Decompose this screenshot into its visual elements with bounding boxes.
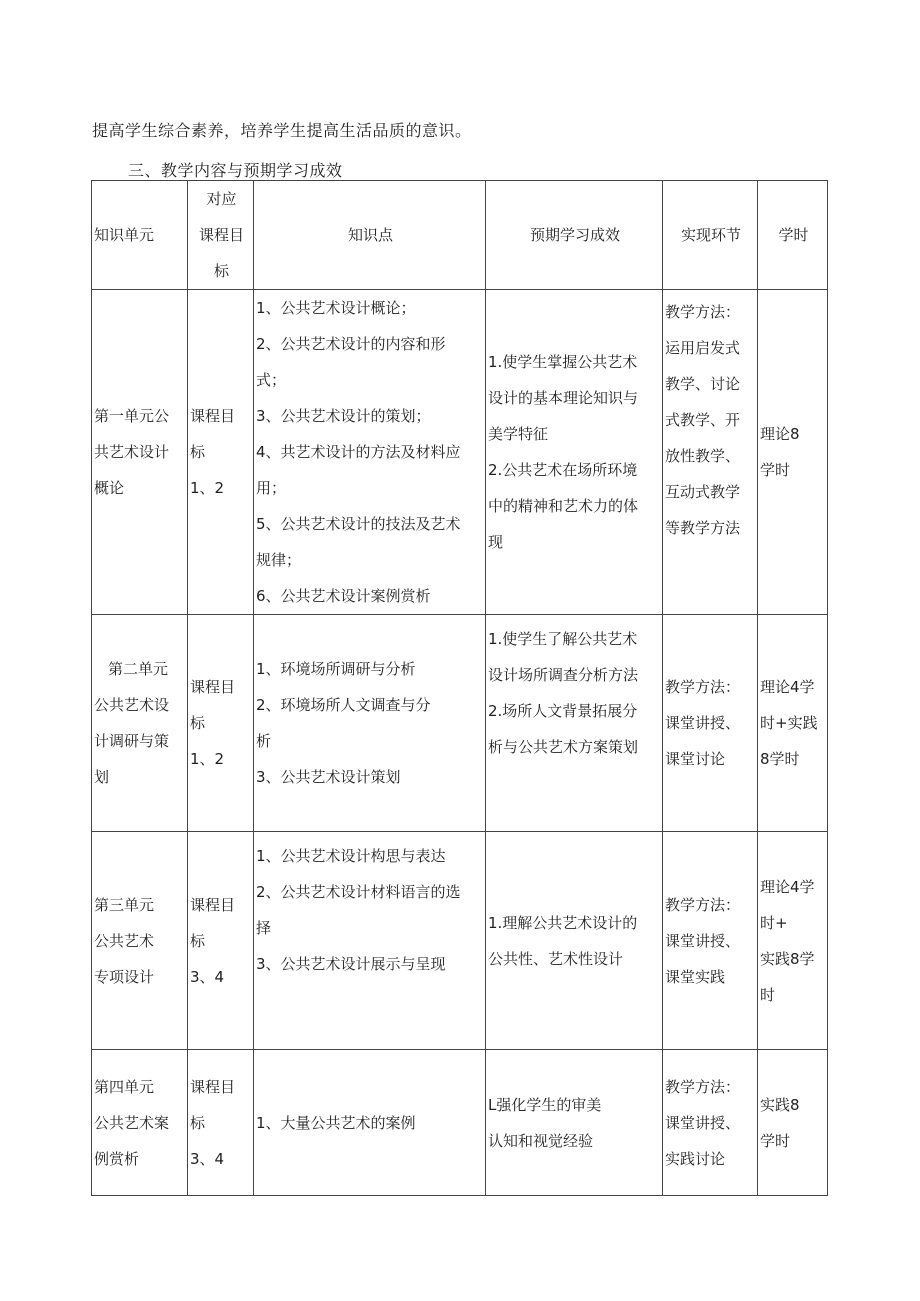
cell-line: 2.公共艺术在场所环境 xyxy=(488,461,638,479)
header-points: 知识点 xyxy=(254,181,486,290)
cell-line: 公共性、艺术性设计 xyxy=(488,949,624,968)
cell-line: 专项设计 xyxy=(94,967,155,986)
cell-line: 1、环境场所调研与分析 xyxy=(256,660,416,678)
cell-method xyxy=(663,1050,758,1196)
cell-goal xyxy=(188,1050,254,1196)
cell-line: 1.使学生掌握公共艺术 xyxy=(488,353,638,371)
cell-line: 设计场所调查分析方法 xyxy=(488,666,639,684)
cell-line: 划 xyxy=(94,768,110,786)
cell-line: 课程目 xyxy=(190,678,236,696)
cell-line: 教学方法： xyxy=(665,678,741,696)
cell-line: 式教学、开 xyxy=(665,411,741,429)
cell-line: 教学、讨论 xyxy=(665,375,741,393)
intro-text: 提高学生综合素养，培养学生提高生活品质的意识。 xyxy=(92,121,472,140)
cell-line: L强化学生的审美 xyxy=(488,1095,602,1114)
cell-line: 择 xyxy=(256,919,272,937)
cell-line: 美学特征 xyxy=(488,425,549,443)
cell-method xyxy=(663,832,758,1050)
cell-hours xyxy=(758,290,828,615)
header-goal-line: 标 xyxy=(213,262,229,280)
cell-line: 计调研与策 xyxy=(94,732,170,750)
cell-line: 第三单元 xyxy=(94,895,155,914)
header-hours: 学时 xyxy=(758,181,828,290)
cell-points xyxy=(254,290,486,615)
cell-line: 时 xyxy=(760,985,776,1004)
cell-line: 时+ xyxy=(760,913,788,932)
cell-points xyxy=(254,615,486,832)
cell-line: 式； xyxy=(256,371,287,389)
cell-outcome xyxy=(486,832,663,1050)
cell-line: 等教学方法 xyxy=(665,519,741,537)
cell-line: 3、公共艺术设计展示与呈现 xyxy=(256,955,446,973)
header-method: 实现环节 xyxy=(663,181,758,290)
cell-unit xyxy=(92,832,188,1050)
cell-line: 规律； xyxy=(256,551,302,569)
header-goal xyxy=(188,181,254,290)
header-outcome: 预期学习成效 xyxy=(486,181,663,290)
cell-goal xyxy=(188,290,254,615)
content-table xyxy=(91,180,828,1196)
cell-line: 设计的基本理论知识与 xyxy=(488,389,639,407)
cell-line: 1.使学生了解公共艺术 xyxy=(488,630,638,648)
cell-line: 第二单元 xyxy=(108,660,169,678)
cell-method xyxy=(663,615,758,832)
cell-line: 1、2 xyxy=(190,479,225,497)
table-row xyxy=(92,832,828,1050)
cell-line: 1、公共艺术设计构思与表达 xyxy=(256,847,446,865)
cell-line: 例赏析 xyxy=(94,1149,140,1168)
cell-line: 标 xyxy=(190,714,206,732)
cell-outcome xyxy=(486,290,663,615)
header-goal-line: 对应 xyxy=(206,190,237,208)
cell-line: 公共艺术 xyxy=(94,931,155,950)
cell-line: 学时 xyxy=(760,1131,791,1150)
cell-line: 教学方法： xyxy=(665,303,741,321)
cell-goal xyxy=(188,832,254,1050)
cell-line: 理论8 xyxy=(760,425,800,443)
cell-line: 第一单元公 xyxy=(94,407,170,425)
cell-line: 课程目 xyxy=(190,1077,236,1096)
cell-line: 公共艺术设 xyxy=(94,696,170,714)
cell-points xyxy=(254,1050,486,1196)
cell-line: 课堂实践 xyxy=(665,967,726,986)
cell-unit xyxy=(92,615,188,832)
cell-line: 现 xyxy=(488,533,504,551)
cell-line: 1.理解公共艺术设计的 xyxy=(488,913,638,932)
cell-line: 中的精神和艺术力的体 xyxy=(488,497,639,515)
cell-line: 析与公共艺术方案策划 xyxy=(488,738,639,756)
header-goal-line: 课程目 xyxy=(198,226,244,244)
cell-line: 2.场所人文背景拓展分 xyxy=(488,702,638,720)
cell-line: 认知和视觉经验 xyxy=(488,1131,594,1150)
cell-line: 课堂讨论 xyxy=(665,750,726,768)
cell-unit xyxy=(92,290,188,615)
cell-hours xyxy=(758,832,828,1050)
cell-line: 课堂讲授、 xyxy=(665,1113,741,1132)
cell-line: 2、环境场所人文调查与分 xyxy=(256,696,431,714)
cell-line: 1、大量公共艺术的案例 xyxy=(256,1113,416,1132)
cell-hours xyxy=(758,1050,828,1196)
cell-line: 3、4 xyxy=(190,1149,225,1168)
cell-line: 课堂讲授、 xyxy=(665,931,741,950)
cell-points xyxy=(254,832,486,1050)
cell-line: 教学方法： xyxy=(665,895,741,914)
cell-outcome xyxy=(486,1050,663,1196)
cell-line: 2、公共艺术设计材料语言的选 xyxy=(256,883,461,901)
cell-line: 互动式教学 xyxy=(665,483,741,501)
cell-line: 标 xyxy=(190,443,206,461)
cell-line: 学时 xyxy=(760,461,791,479)
cell-line: 放性教学、 xyxy=(665,447,741,465)
cell-goal xyxy=(188,615,254,832)
cell-line: 公共艺术案 xyxy=(94,1113,170,1132)
cell-line: 时+实践 xyxy=(760,714,818,732)
cell-line: 教学方法： xyxy=(665,1077,741,1096)
points-clip xyxy=(256,290,485,612)
cell-line: 实践讨论 xyxy=(665,1149,726,1168)
cell-line: 标 xyxy=(190,931,206,950)
cell-line: 3、4 xyxy=(190,967,225,986)
cell-line: 8学时 xyxy=(760,750,800,768)
cell-line: 实践8 xyxy=(760,1095,800,1114)
cell-line: 第四单元 xyxy=(94,1077,155,1096)
cell-hours xyxy=(758,615,828,832)
cell-line: 概论 xyxy=(94,479,125,497)
cell-line: 共艺术设计 xyxy=(94,443,170,461)
table-row xyxy=(92,1050,828,1196)
header-row xyxy=(92,181,828,290)
cell-method xyxy=(663,290,758,615)
cell-line: 1、2 xyxy=(190,750,225,768)
header-unit: 知识单元 xyxy=(92,181,188,290)
cell-line: 课程目 xyxy=(190,407,236,425)
cell-unit xyxy=(92,1050,188,1196)
cell-line: 1、公共艺术设计概论； xyxy=(256,299,416,317)
cell-line: 4、共艺术设计的方法及材料应 xyxy=(256,443,461,461)
cell-line: 用； xyxy=(256,479,287,497)
table-row xyxy=(92,615,828,832)
cell-line: 实践8学 xyxy=(760,949,815,968)
cell-line: 3、公共艺术设计的策划； xyxy=(256,407,431,425)
cell-line: 2、公共艺术设计的内容和形 xyxy=(256,335,446,353)
cell-line: 6、公共艺术设计案例赏析 xyxy=(256,587,431,605)
cell-line: 课堂讲授、 xyxy=(665,714,741,732)
cell-line: 3、公共艺术设计策划 xyxy=(256,768,401,786)
cell-line: 标 xyxy=(190,1113,206,1132)
cell-line: 理论4学 xyxy=(760,678,815,696)
cell-line: 5、公共艺术设计的技法及艺术 xyxy=(256,515,461,533)
cell-line: 运用启发式 xyxy=(665,339,741,357)
cell-outcome xyxy=(486,615,663,832)
table-row xyxy=(92,290,828,615)
cell-line: 课程目 xyxy=(190,895,236,914)
cell-line: 析 xyxy=(256,732,272,750)
cell-line: 理论4学 xyxy=(760,877,815,896)
section-title: 三、教学内容与预期学习成效 xyxy=(128,161,343,180)
